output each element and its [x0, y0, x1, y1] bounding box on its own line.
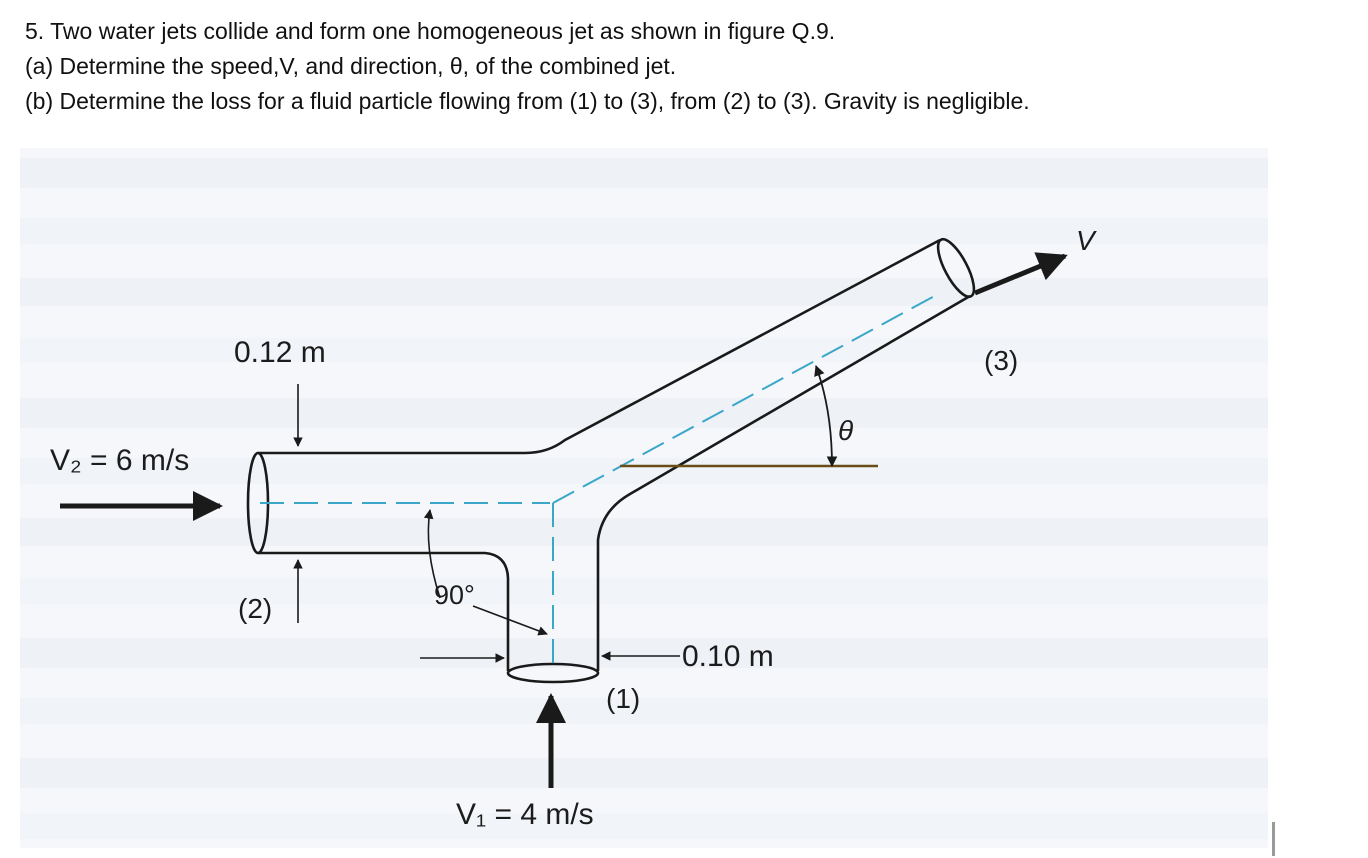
label-v1: V₁ = 4 m/s: [456, 798, 594, 831]
label-angle90: 90°: [434, 580, 475, 610]
label-sec3: (3): [984, 345, 1019, 376]
question-line-1: 5. Two water jets collide and form one homogeneous jet as shown in figure Q.9.: [25, 18, 836, 44]
text-cursor-mark: [1272, 822, 1275, 856]
question-line-3: (b) Determine the loss for a fluid particle flowing from (1) to (3), from (2) to (3). Gravity is negligible.: [25, 88, 1030, 114]
label-v: V: [1076, 225, 1095, 256]
question-line-2: (a) Determine the speed,V, and direction, θ, of the combined jet.: [25, 53, 677, 79]
label-sec2: (2): [238, 593, 273, 624]
label-theta: θ: [838, 415, 854, 446]
label-v2: V₂ = 6 m/s: [50, 444, 190, 477]
figure-q9: [20, 148, 1268, 848]
label-d2: 0.12 m: [234, 336, 326, 369]
question-text: [25, 14, 1355, 119]
label-sec1: (1): [606, 683, 641, 714]
label-d1: 0.10 m: [682, 640, 774, 673]
